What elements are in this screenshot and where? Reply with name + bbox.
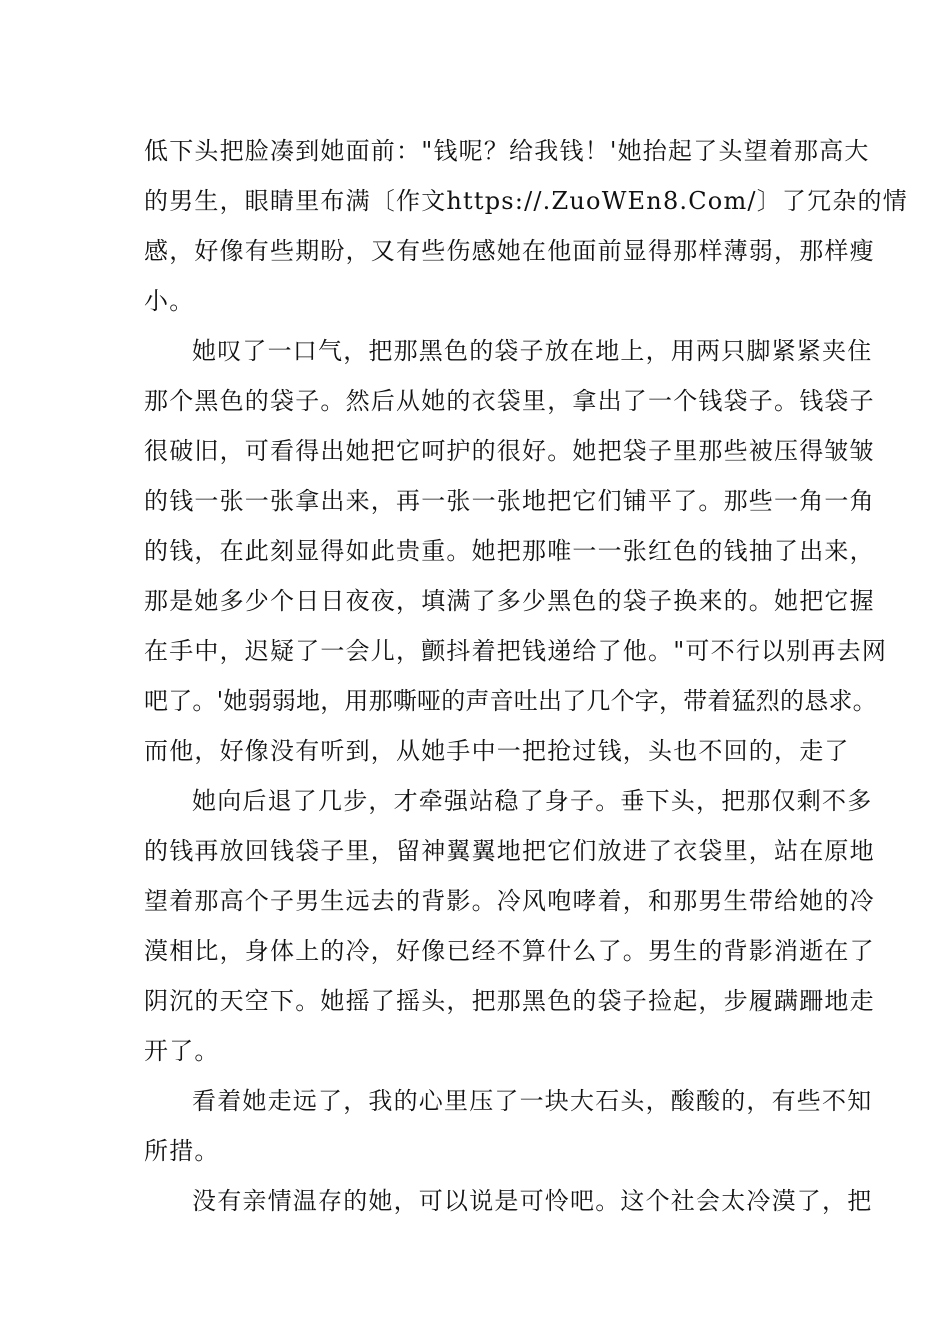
text-line: 她向后退了几步，才牵强站稳了身子。垂下头，把那仅剩不多 (192, 787, 873, 815)
text-line: 看着她走远了，我的心里压了一块大石头，酸酸的，有些不知 (192, 1087, 873, 1115)
text-line: 漠相比，身体上的冷，好像已经不算什么了。男生的背影消逝在了 (144, 937, 875, 965)
text-line: 的钱，在此刻显得如此贵重。她把那唯一一张红色的钱抽了出来， (144, 537, 875, 565)
text-line: 低下头把脸凑到她面前："钱呢？给我钱！'她抬起了头望着那高大 (144, 137, 870, 165)
text-line: 没有亲情温存的她，可以说是可怜吧。这个社会太冷漠了，把 (192, 1187, 873, 1215)
text-line: 感，好像有些期盼，又有些伤感她在他面前显得那样薄弱，那样瘦 (144, 237, 875, 265)
text-line: 而他，好像没有听到，从她手中一把抢过钱，头也不回的，走了 (144, 737, 850, 765)
text-line: 开了。 (144, 1037, 220, 1065)
text-line: 在手中，迟疑了一会儿，颤抖着把钱递给了他。"可不行以别再去网 (144, 637, 888, 665)
text-line: 的钱再放回钱袋子里，留神翼翼地把它们放进了衣袋里，站在原地 (144, 837, 875, 865)
text-line: 她叹了一口气，把那黑色的袋子放在地上，用两只脚紧紧夹住 (192, 337, 873, 365)
text-line: 那个黑色的袋子。然后从她的衣袋里，拿出了一个钱袋子。钱袋子 (144, 387, 875, 415)
text-line: 那是她多少个日日夜夜，填满了多少黑色的袋子换来的。她把它握 (144, 587, 875, 615)
text-line-content: 的男生，眼睛里布满〔作文https://.ZuoWEn8.Com/〕了冗杂的情 (144, 187, 908, 215)
text-line: 很破旧，可看得出她把它呵护的很好。她把袋子里那些被压得皱皱 (144, 437, 875, 465)
text-line: 吧了。'她弱弱地，用那嘶哑的声音吐出了几个字，带着猛烈的恳求。 (144, 687, 877, 715)
text-line: 的钱一张一张拿出来，再一张一张地把它们铺平了。那些一角一角 (144, 487, 875, 515)
text-line: 阴沉的天空下。她摇了摇头，把那黑色的袋子捡起，步履蹒跚地走 (144, 987, 875, 1015)
text-line: 小。 (144, 287, 195, 315)
text-line (144, 186, 950, 216)
text-line: 望着那高个子男生远去的背影。冷风咆哮着，和那男生带给她的冷 (144, 887, 875, 915)
text-line: 所措。 (144, 1137, 220, 1165)
